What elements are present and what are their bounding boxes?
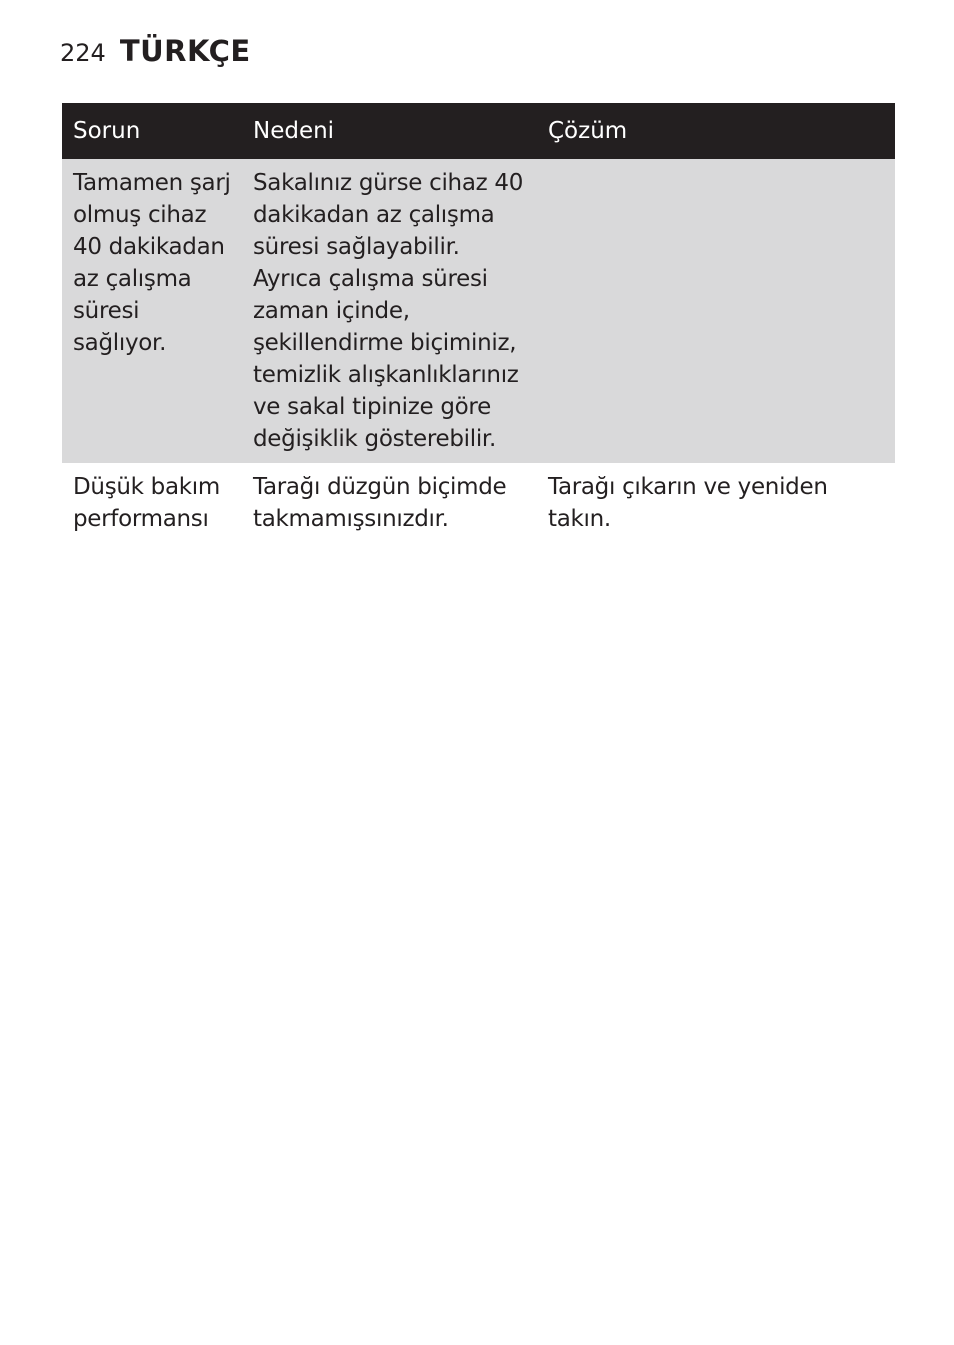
column-header-cozum: Çözüm bbox=[537, 103, 895, 159]
section-title: TÜRKÇE bbox=[119, 34, 251, 68]
column-header-nedeni: Nedeni bbox=[242, 103, 537, 159]
troubleshooting-table bbox=[62, 103, 895, 543]
page-number: 224 bbox=[60, 39, 106, 67]
cell-nedeni: Tarağı düzgün biçimde takmamışsınızdır. bbox=[242, 463, 537, 543]
column-header-sorun: Sorun bbox=[62, 103, 242, 159]
cell-nedeni: Sakalınız gürse cihaz 40 dakikadan az çalışma süresi sağlayabilir. Ayrıca çalışma süresi zaman içinde, şekillendirme biçiminiz, temizlik alışkanlıklarınız ve sakal tipinize göre değişiklik gösterebilir. bbox=[242, 159, 537, 463]
cell-sorun: Tamamen şarj olmuş cihaz 40 dakikadan az çalışma süresi sağlıyor. bbox=[62, 159, 242, 463]
table-row bbox=[62, 463, 895, 543]
table-row bbox=[62, 159, 895, 463]
page-header bbox=[60, 34, 251, 68]
cell-cozum bbox=[537, 159, 895, 463]
table-header-row bbox=[62, 103, 895, 159]
cell-cozum: Tarağı çıkarın ve yeniden takın. bbox=[537, 463, 895, 543]
cell-sorun: Düşük bakım performansı bbox=[62, 463, 242, 543]
